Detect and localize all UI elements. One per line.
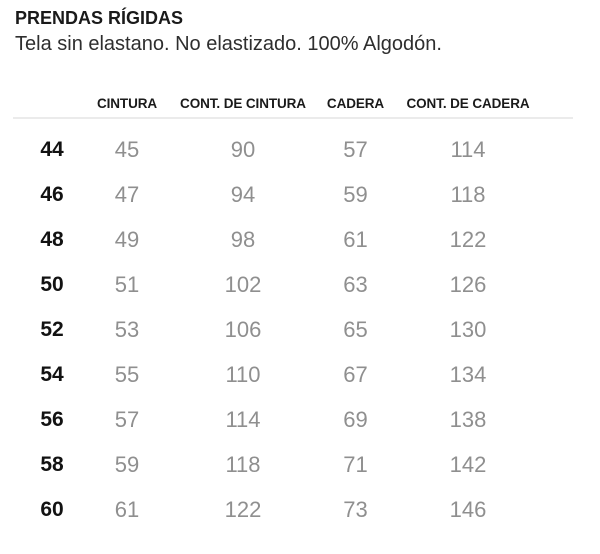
value-cont-de-cadera: 122 <box>449 226 487 252</box>
value-cont-de-cadera: 138 <box>449 406 487 432</box>
value-cont-de-cintura: 94 <box>230 181 256 207</box>
value-cont-de-cintura: 110 <box>225 361 261 387</box>
value-cont-de-cintura: 106 <box>224 316 262 342</box>
value-cintura: 49 <box>114 226 140 252</box>
row-spacer <box>548 352 573 397</box>
value-cadera: 73 <box>343 496 368 522</box>
value-cadera: 69 <box>343 406 368 432</box>
value-cintura: 55 <box>114 361 140 387</box>
size-column-header-empty <box>13 96 91 118</box>
value-cadera: 65 <box>343 316 368 342</box>
value-cintura: 47 <box>114 181 140 207</box>
column-header-cont-de-cintura: CONT. DE CINTURA <box>163 96 323 118</box>
table-row-size-56 <box>13 397 573 442</box>
row-spacer <box>548 487 573 532</box>
row-size-label: 50 <box>40 272 64 296</box>
column-header-cintura: CINTURA <box>91 96 163 118</box>
value-cont-de-cintura: 102 <box>224 271 262 297</box>
size-table-header-row <box>13 96 573 118</box>
value-cadera: 63 <box>343 271 368 297</box>
value-cintura: 45 <box>114 136 140 162</box>
column-header-cadera: CADERA <box>323 96 388 118</box>
row-spacer <box>548 397 573 442</box>
row-size-label: 46 <box>40 182 64 206</box>
row-size-label: 52 <box>40 317 64 341</box>
table-row-size-58 <box>13 442 573 487</box>
size-table-body <box>13 118 573 532</box>
column-header-cont-de-cadera: CONT. DE CADERA <box>388 96 548 118</box>
size-guide-header <box>0 0 600 56</box>
value-cont-de-cadera: 146 <box>449 496 487 522</box>
table-row-size-60 <box>13 487 573 532</box>
value-cintura: 51 <box>114 271 140 297</box>
row-size-label: 54 <box>40 362 64 386</box>
row-size-label: 58 <box>40 452 64 476</box>
page-title: PRENDAS RÍGIDAS <box>15 8 184 28</box>
value-cont-de-cadera: 142 <box>449 451 487 477</box>
value-cont-de-cintura: 122 <box>224 496 262 522</box>
value-cintura: 61 <box>114 496 140 522</box>
value-cadera: 59 <box>343 181 368 207</box>
row-size-label: 48 <box>40 227 64 251</box>
value-cintura: 59 <box>114 451 140 477</box>
row-spacer <box>548 262 573 307</box>
row-spacer <box>548 307 573 352</box>
row-size-label: 44 <box>40 137 64 161</box>
header-spacer <box>548 96 573 118</box>
value-cont-de-cintura: 98 <box>230 226 256 252</box>
page-subtitle: Tela sin elastano. No elastizado. 100% Algodón. <box>15 33 442 55</box>
size-table-head <box>13 96 573 118</box>
value-cont-de-cadera: 134 <box>449 361 487 387</box>
value-cadera: 61 <box>343 226 368 252</box>
value-cadera: 71 <box>343 451 368 477</box>
value-cont-de-cintura: 118 <box>225 451 261 477</box>
table-row-size-54 <box>13 352 573 397</box>
value-cont-de-cintura: 90 <box>230 136 256 162</box>
value-cont-de-cadera: 130 <box>449 316 487 342</box>
table-row-size-46 <box>13 172 573 217</box>
table-row-size-48 <box>13 217 573 262</box>
row-spacer <box>548 118 573 172</box>
row-size-label: 60 <box>40 497 64 521</box>
value-cont-de-cadera: 114 <box>450 136 486 162</box>
value-cont-de-cadera: 118 <box>450 181 486 207</box>
row-size-label: 56 <box>40 407 64 431</box>
table-row-size-52 <box>13 307 573 352</box>
table-row-size-44 <box>13 118 573 172</box>
value-cintura: 53 <box>114 316 140 342</box>
value-cont-de-cadera: 126 <box>449 271 487 297</box>
row-spacer <box>548 217 573 262</box>
value-cont-de-cintura: 114 <box>225 406 261 432</box>
value-cadera: 57 <box>343 136 368 162</box>
table-row-size-50 <box>13 262 573 307</box>
value-cintura: 57 <box>114 406 140 432</box>
row-spacer <box>548 442 573 487</box>
value-cadera: 67 <box>343 361 368 387</box>
size-table <box>13 96 573 532</box>
row-spacer <box>548 172 573 217</box>
